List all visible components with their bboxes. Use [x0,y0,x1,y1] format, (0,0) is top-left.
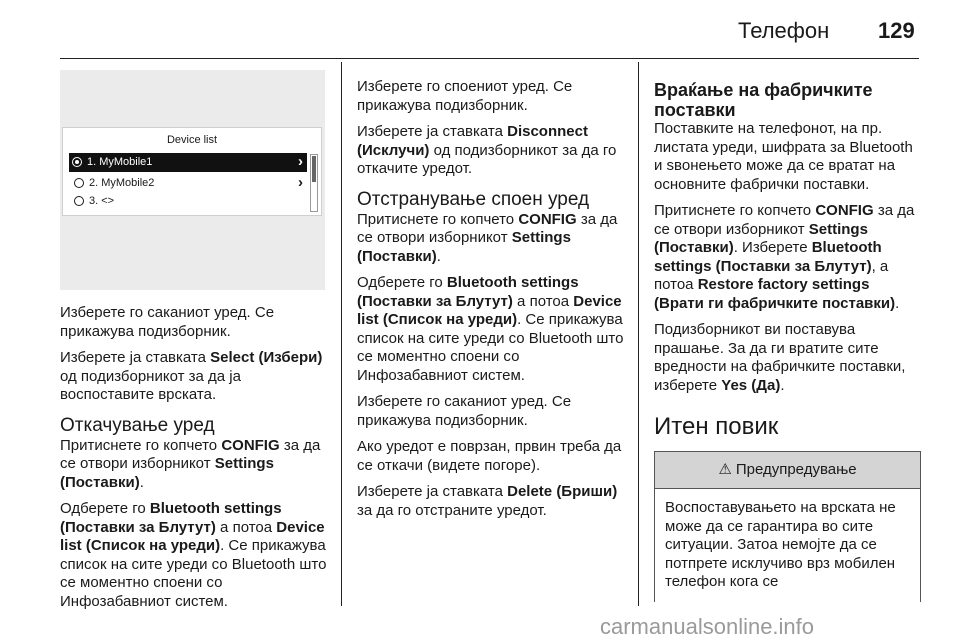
paragraph: Притиснете го копчето CONFIG за да се отвори изборникот Settings (Поставки). [60,436,321,491]
paragraph: Изберете ја ставката Disconnect (Исклучи) од подизборникот за да го откачите уредот. [357,123,617,177]
paragraph: Изберете ја ставката Delete (Бриши) за да го отстраните уредот. [357,483,618,519]
screen-item-2: 2. MyMobile2 › [71,174,307,193]
chevron-right-icon: › [298,174,303,191]
column-divider-1 [341,62,342,606]
section-heading-emergency: Итен повик [654,413,779,440]
section-heading-disconnect: Откачување уред [60,414,215,436]
paragraph: Изберете го споениот уред. Се прикажува подизборник. [357,78,573,114]
section-heading-restore: Враќање на фабричките поставки [654,80,873,120]
paragraph: Изберете го саканиот уред. Се прикажува подизборник. [60,304,275,340]
paragraph: Поставките на телефонот, на пр. листата уреди, шифрата за Bluetooth и ѕвонењето може да се вратат на основните фабрички поставки. [654,120,913,193]
column-3 [654,80,922,455]
screen-title: Device list [166,134,218,146]
scroll-thumb [312,156,316,182]
screen-item-3: 3. <> [71,192,307,211]
screen-scrollbar [310,154,318,212]
warning-triangle-icon: ⚠ [718,461,732,478]
warning-body: Воспоставувањето на врската не може да се гарантира во сите ситуации. Затоа немојте да се потпрете исклучиво врз мобилен телефон кога се [665,499,896,590]
chevron-right-icon: › [298,153,303,170]
paragraph: Одберете го Bluetooth settings (Поставки за Блутут) а потоа Device list (Список на уреди). Се прикажува список на сите уреди со Bluetooth што се моментно споени со Инфозабавниот систем. [357,274,624,384]
radio-icon [74,178,84,188]
chapter-title: Телефон [738,18,830,43]
paragraph: Ако уредот е поврзан, првин треба да се откачи (видете погоре). [357,438,622,474]
column-1 [60,304,328,619]
paragraph: Подизборникот ви поставува прашање. За да ги вратите сите вредности на фабричките поставки, изберете Yes (Да). [654,321,906,394]
warning-box [654,451,921,602]
watermark: carmanualsonline.info [600,614,815,639]
column-divider-2 [638,62,639,606]
header-rule [60,58,919,59]
radio-selected-icon [72,157,82,167]
warning-title: Предупредување [735,461,857,478]
column-2 [357,78,625,528]
paragraph: Одберете го Bluetooth settings (Поставки за Блутут) а потоа Device list (Список на уреди). Се прикажува список на сите уреди со Bluetooth што се моментно споени со Инфозабавниот систем. [60,500,327,610]
screen-item-1: 1. MyMobile1 › [69,153,307,172]
paragraph: Притиснете го копчето CONFIG за да се отвори изборникот Settings (Поставки). [357,210,618,265]
paragraph: Изберете го саканиот уред. Се прикажува подизборник. [357,393,572,429]
paragraph: Притиснете го копчето CONFIG за да се отвори изборникот Settings (Поставки). Изберете Bluetooth settings (Поставки за Блутут), а потоа Restore factory settings (Врати ги фабричките поставки). [654,202,915,312]
page-number: 129 [878,18,915,43]
paragraph: Изберете ја ставката Select (Избери) од подизборникот за да ја воспоставите врската. [60,349,323,403]
radio-icon [74,196,84,206]
device-list-screen [62,127,322,216]
warning-header [655,452,920,489]
section-heading-delete: Отстранување споен уред [357,188,590,210]
